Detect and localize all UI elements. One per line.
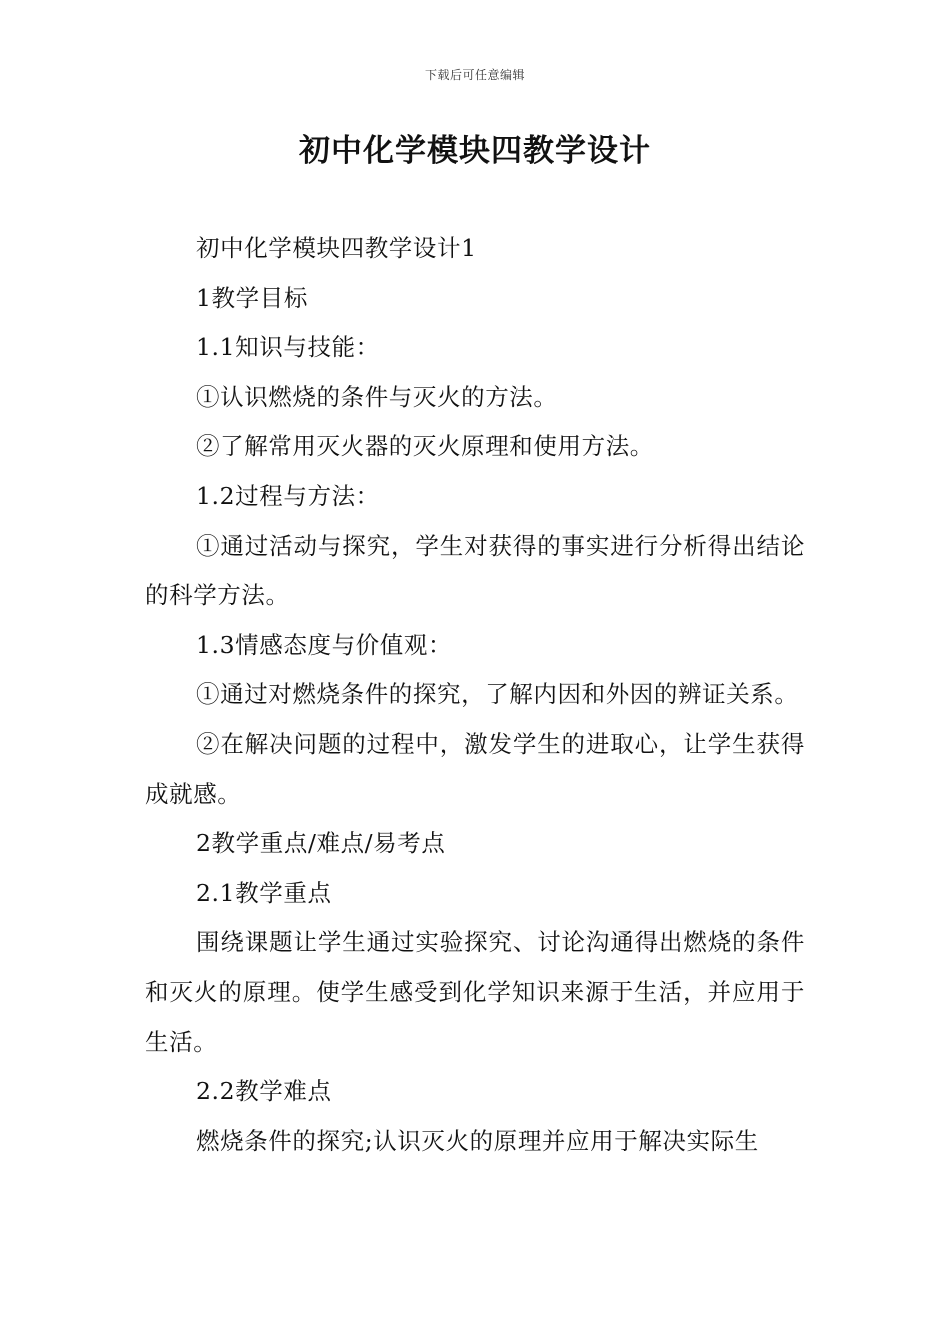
- subsection-heading-process-methods: 1.2过程与方法：: [196, 481, 380, 510]
- paragraph: 围绕课题让学生通过实验探究、讨论沟通得出燃烧的条件和灭火的原理。使学生感受到化学知识来源于生活，并应用于生活。: [145, 928, 805, 1056]
- document-body: [145, 224, 805, 1166]
- list-item: ①通过活动与探究，学生对获得的事实进行分析得出结论的科学方法。: [145, 531, 805, 610]
- subsection-heading-teaching-focus: 2.1教学重点: [196, 878, 332, 907]
- section-heading-teaching-goals: 1教学目标: [196, 283, 308, 312]
- list-item: ①认识燃烧的条件与灭火的方法。: [196, 382, 558, 411]
- list-item: ②了解常用灭火器的灭火原理和使用方法。: [196, 432, 654, 461]
- list-item: ①通过对燃烧条件的探究，了解内因和外因的辨证关系。: [196, 680, 799, 709]
- subsection-heading-knowledge-skills: 1.1知识与技能：: [196, 333, 380, 362]
- paragraph: 燃烧条件的探究;认识灭火的原理并应用于解决实际生: [196, 1126, 759, 1155]
- paragraph-subtitle: 初中化学模块四教学设计1: [196, 234, 477, 262]
- subsection-heading-teaching-difficulty: 2.2教学难点: [196, 1077, 332, 1106]
- subsection-heading-attitudes-values: 1.3情感态度与价值观：: [196, 630, 453, 659]
- list-item: ②在解决问题的过程中，激发学生的进取心，让学生获得成就感。: [145, 729, 805, 808]
- document-title: 初中化学模块四教学设计: [299, 133, 651, 169]
- header-note: 下载后可任意编辑: [424, 68, 525, 82]
- section-heading-key-points: 2教学重点/难点/易考点: [196, 829, 446, 858]
